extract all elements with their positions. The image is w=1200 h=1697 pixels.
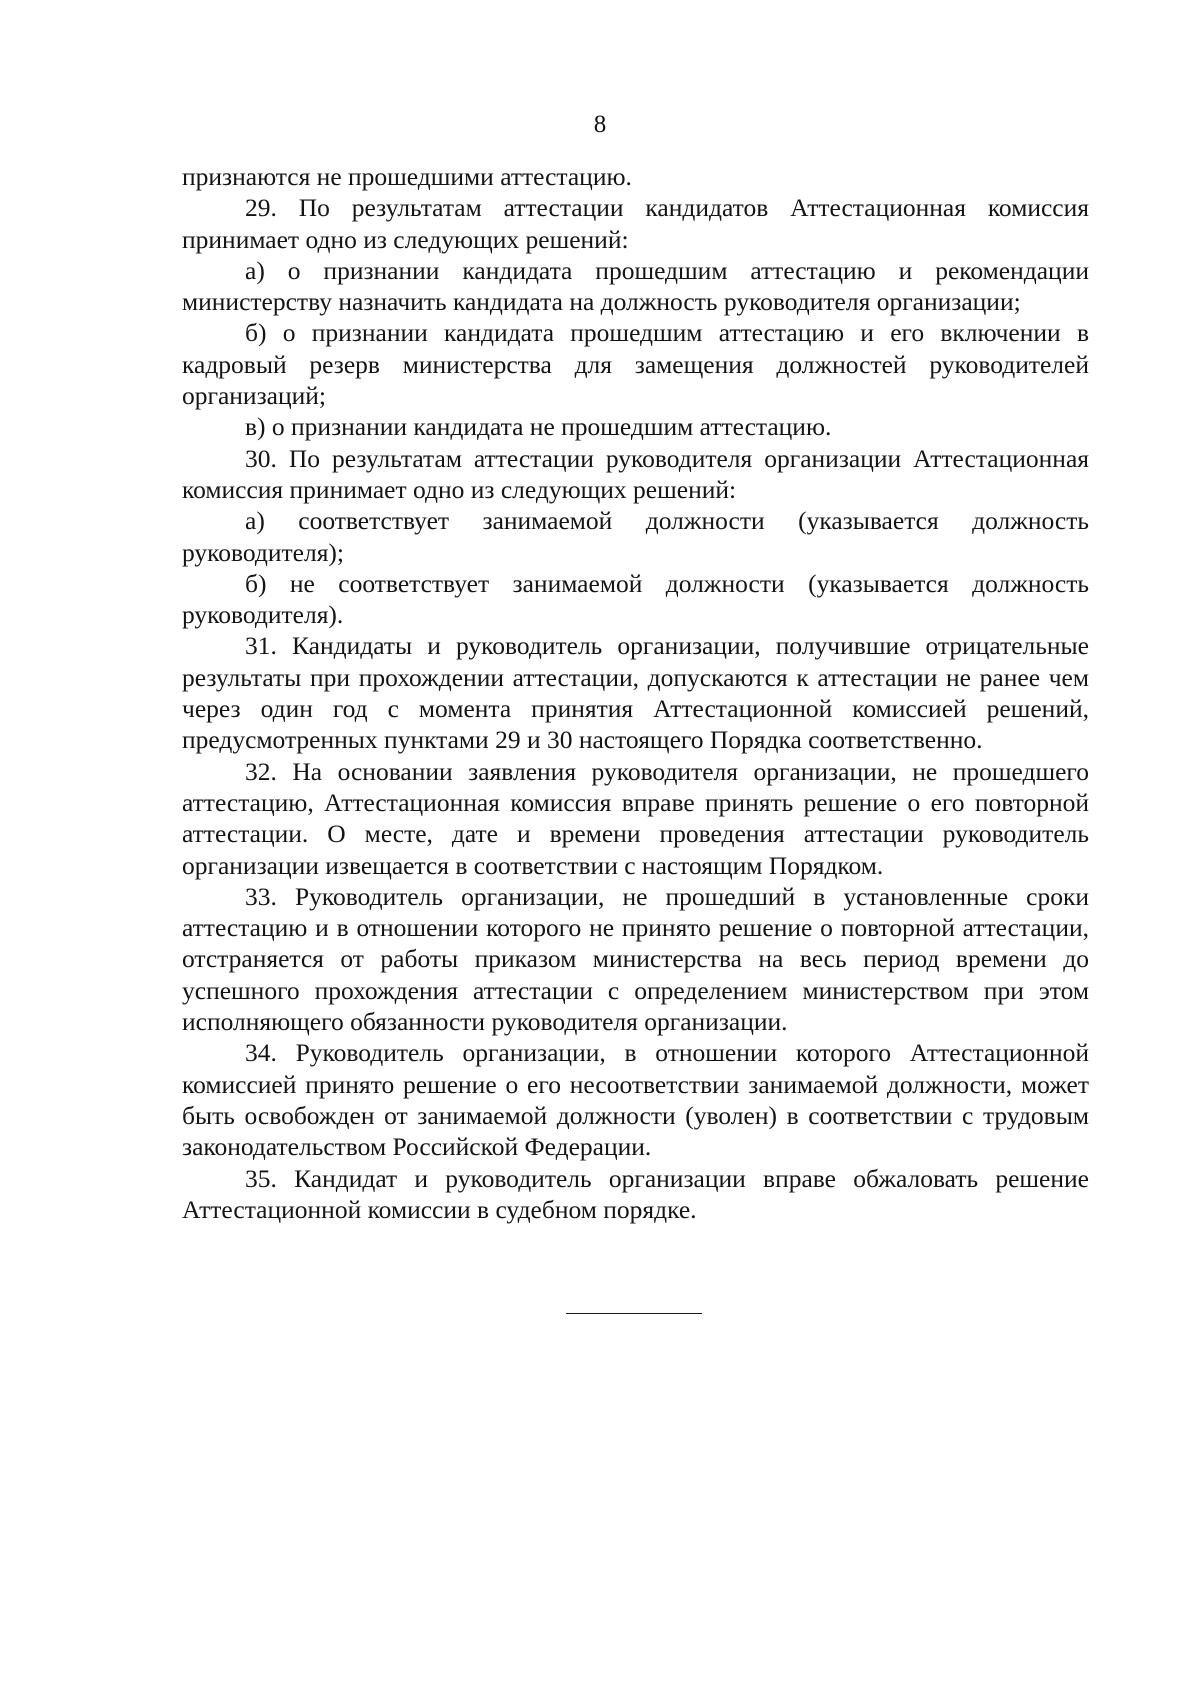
paragraph-31: 31. Кандидаты и руководитель организации, получившие отрицательные результаты при прохождении аттестации, допускаются к аттестации не ранее чем через один год с момента принятия Аттестационной комиссией решений, предусмотренных пунктами 29 и 30 настоящего Порядка соответственно. [182, 631, 1089, 755]
paragraph-30-b: б) не соответствует занимаемой должности (указывается должность руководителя). [182, 568, 1089, 630]
page-number: 8 [593, 111, 607, 138]
paragraph-34: 34. Руководитель организации, в отношении которого Аттестационной комиссией принято решение о его несоответствии занимаемой должности, может быть освобожден от занимаемой должности (уволен) в соответствии с трудовым законодательством Российской Федерации. [182, 1038, 1089, 1162]
paragraph-29-b: б) о признании кандидата прошедшим аттестацию и его включении в кадровый резерв министерства для замещения должностей руководителей организаций; [182, 318, 1089, 411]
paragraph-32: 32. На основании заявления руководителя организации, не прошедшего аттестацию, Аттестационная комиссия вправе принять решение о его повторной аттестации. О месте, дате и времени проведения аттестации руководитель организации извещается в соответствии с настоящим Порядком. [182, 756, 1089, 880]
paragraph-33: 33. Руководитель организации, не прошедший в установленные сроки аттестацию и в отношении которого не принято решение о повторной аттестации, отстраняется от работы приказом министерства на весь период времени до успешного прохождения аттестации с определением министерством при этом исполняющего обязанности руководителя организации. [182, 881, 1089, 1037]
paragraph-29: 29. По результатам аттестации кандидатов Аттестационная комиссия принимает одно из следующих решений: [182, 193, 1089, 254]
end-of-document-rule [566, 1313, 702, 1314]
paragraph-30: 30. По результатам аттестации руководителя организации Аттестационная комиссия принимает одно из следующих решений: [182, 443, 1089, 504]
paragraph-35: 35. Кандидат и руководитель организации вправе обжаловать решение Аттестационной комиссии в судебном порядке. [182, 1163, 1089, 1224]
paragraph-29-v: в) о признании кандидата не прошедшим аттестацию. [245, 412, 832, 442]
paragraph-30-a: а) соответствует занимаемой должности (указывается должность руководителя); [182, 506, 1089, 567]
paragraph-continuation: признаются не прошедшими аттестацию. [182, 162, 632, 191]
document-body [182, 161, 1089, 1225]
paragraph-29-a: а) о признании кандидата прошедшим аттестацию и рекомендации министерству назначить кандидата на должность руководителя организации; [182, 255, 1089, 317]
